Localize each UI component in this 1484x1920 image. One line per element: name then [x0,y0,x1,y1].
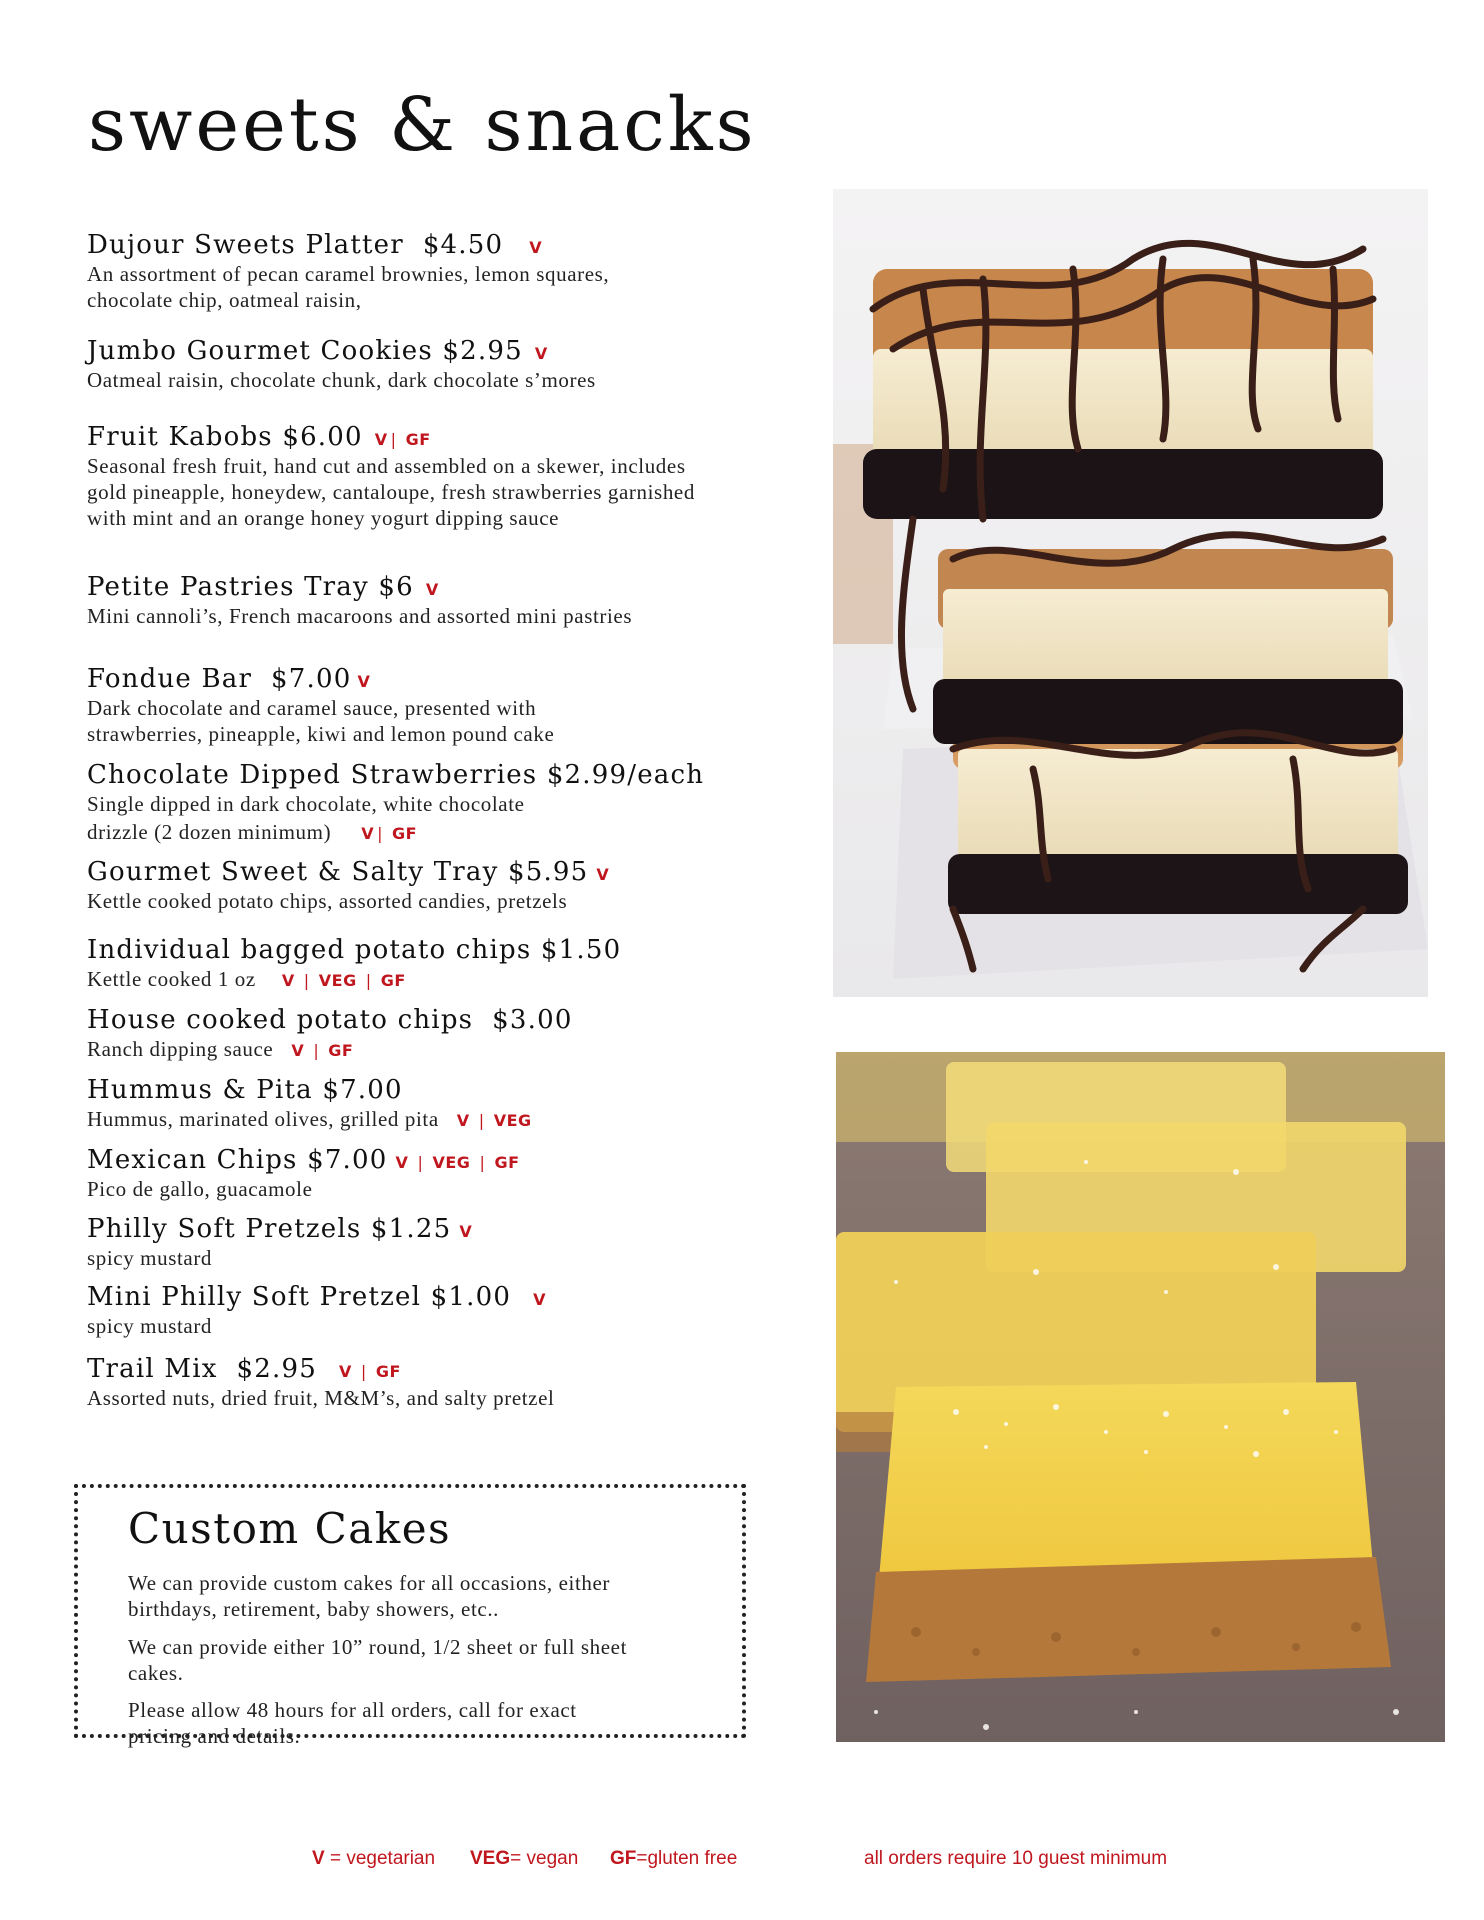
menu-item [87,666,727,747]
item-price: $1.50 [540,935,622,965]
item-price: $7.00 [271,664,352,694]
menu-item [87,232,727,313]
page-title: sweets & snacks [88,82,757,168]
item-description: Seasonal fresh fruit, hand cut and assembled on a skewer, includes gold pineapple, honeydew, cantaloupe, fresh strawberries garnished with mint and an orange honey yogurt dipping sauce [87,454,695,531]
item-name: House cooked potato chips [87,1005,474,1035]
item-price: $1.00 [430,1282,512,1312]
menu-item [87,937,727,994]
item-description: Kettle cooked potato chips, assorted candies, pretzels [87,889,568,914]
item-description: spicy mustard [87,1314,213,1339]
diet-tags: V | GF [361,824,418,844]
diet-tags: V [425,580,439,599]
item-description: spicy mustard [87,1246,213,1271]
menu-item [87,1356,727,1411]
legend-key: V [312,1848,325,1869]
menu-item [87,1147,727,1202]
item-price: $5.95 [507,857,589,887]
item-price: $6 [378,572,414,602]
diet-tags: V | VEG | GF [395,1153,520,1172]
custom-cakes-text: Please allow 48 hours for all orders, call for exact pricing and details. [128,1698,577,1748]
custom-cakes-box [74,1484,746,1748]
item-description: Hummus, marinated olives, grilled pita [87,1107,439,1132]
legend-key: GF [610,1848,637,1869]
item-price: $2.99/each [546,760,705,790]
legend-text: =gluten free [636,1848,738,1869]
item-name: Hummus & Pita [87,1075,313,1105]
item-name: Trail Mix [87,1354,218,1384]
diet-tags: V [534,344,548,363]
item-price: $2.95 [442,336,523,366]
legend-key: VEG [470,1848,511,1869]
menu-item [87,574,727,629]
item-name: Petite Pastries Tray [87,572,369,602]
diet-tags: V [459,1222,473,1241]
item-description: Pico de gallo, guacamole [87,1177,313,1202]
item-price: $3.00 [492,1005,573,1035]
item-price: $4.50 [422,230,504,260]
item-name: Jumbo Gourmet Cookies [87,336,433,366]
diet-tags: V | GF [338,1362,401,1381]
menu-item [87,1077,727,1134]
dietary-legend [0,1848,1484,1878]
item-name: Fondue Bar [87,664,253,694]
legend-text: = vegetarian [324,1848,436,1869]
item-description: Kettle cooked 1 oz [87,967,256,992]
menu-item [87,859,727,914]
menu-item [87,762,727,847]
item-description: Dark chocolate and caramel sauce, presented with strawberries, pineapple, kiwi and lemon pound cake [87,696,555,747]
item-price: $7.00 [322,1075,403,1105]
dessert-bars-photo [833,189,1428,997]
diet-tags: V [529,238,543,257]
guest-minimum-note: all orders require 10 guest minimum [864,1848,1168,1869]
diet-tags: V [357,672,371,691]
item-description: Single dipped in dark chocolate, white chocolate [87,792,525,817]
item-name: Individual bagged potato chips [87,935,532,965]
item-name: Mini Philly Soft Pretzel [87,1282,422,1312]
item-name: Philly Soft Pretzels [87,1214,362,1244]
item-name: Dujour Sweets Platter [87,230,404,260]
item-name: Chocolate Dipped Strawberries [87,760,538,790]
item-description: Ranch dipping sauce [87,1037,274,1062]
item-price: $2.95 [236,1354,317,1384]
custom-cakes-text: We can provide custom cakes for all occasions, either birthdays, retirement, baby showers, etc.. [128,1571,611,1621]
menu-item [87,338,727,393]
item-description: An assortment of pecan caramel brownies, lemon squares, chocolate chip, oatmeal raisin, [87,262,610,313]
lemon-bars-photo [836,1052,1445,1742]
diet-tags: V [596,865,610,884]
item-description: Oatmeal raisin, chocolate chunk, dark chocolate s’mores [87,368,596,393]
menu-item [87,1007,727,1064]
diet-tags: V [533,1290,546,1309]
custom-cakes-title: Custom Cakes [128,1504,452,1553]
menu-item [87,1216,727,1271]
item-description-line2: drizzle (2 dozen minimum) V | GF [87,820,418,845]
item-description: Mini cannoli’s, French macaroons and assorted mini pastries [87,604,633,629]
diet-tags: V | GF [374,430,431,449]
diet-tags: V | VEG | GF [281,971,406,991]
item-name: Fruit Kabobs [87,422,273,452]
item-description: Assorted nuts, dried fruit, M&M’s, and salty pretzel [87,1386,555,1411]
item-name: Mexican Chips [87,1145,298,1175]
diet-tags: V | GF [291,1041,354,1061]
diet-tags: V | VEG [456,1111,532,1131]
menu-item [87,424,727,531]
legend-text: = vegan [510,1848,579,1869]
item-price: $1.25 [370,1214,452,1244]
item-price: $6.00 [282,422,363,452]
item-name: Gourmet Sweet & Salty Tray [87,857,499,887]
menu-item [87,1284,727,1339]
item-price: $7.00 [307,1145,388,1175]
custom-cakes-text: We can provide either 10” round, 1/2 sheet or full sheet cakes. [128,1635,628,1685]
